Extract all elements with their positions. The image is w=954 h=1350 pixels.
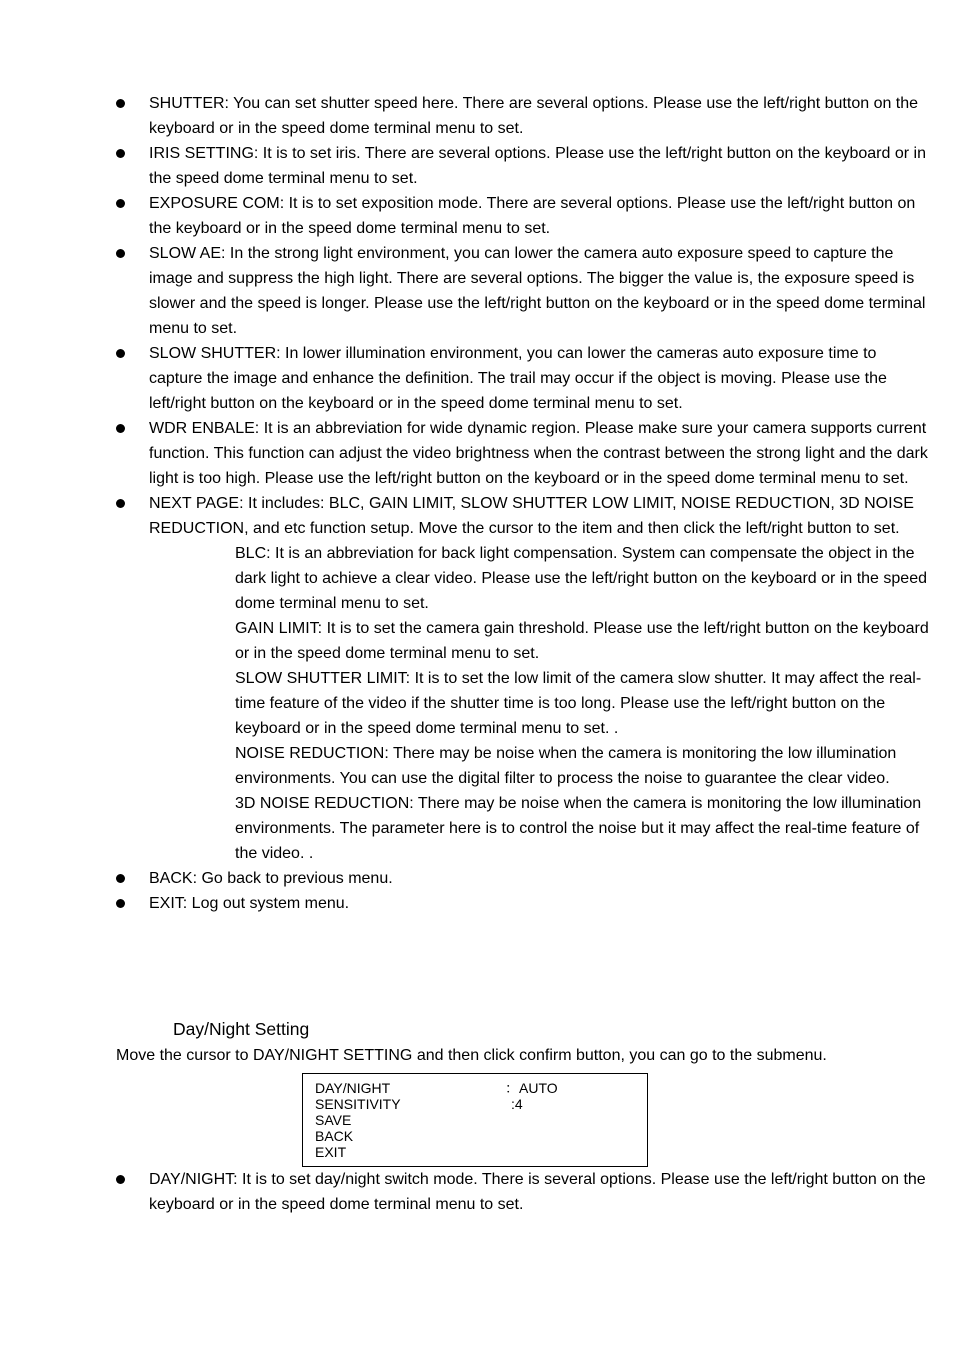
bullet-dot-icon <box>116 349 125 358</box>
list-item <box>0 416 954 491</box>
list-item <box>0 191 954 241</box>
bullet-text-day-night: DAY/NIGHT: It is to set day/night switch mode. There is several options. Please use the left/right button on the keyboard or in the speed dome terminal menu to set. <box>149 1171 926 1213</box>
list-item <box>0 491 954 541</box>
sub-item-3d-noise-reduction: 3D NOISE REDUCTION: There may be noise when the camera is monitoring the low illumination environments. The parameter here is to control the noise but it may affect the real-time feature of the video. . <box>235 795 922 862</box>
bullet-text-slow-shutter: SLOW SHUTTER: In lower illumination environment, you can lower the cameras auto exposure time to capture the image and enhance the definition. The trail may occur if the object is moving. Please use the left/right button on the keyboard or in the speed dome terminal menu to set. <box>149 345 887 412</box>
bottom-bullet-list <box>0 1167 954 1217</box>
day-night-menu-box <box>302 1073 648 1167</box>
list-item <box>0 241 954 341</box>
bullet-text-next-page: NEXT PAGE: It includes: BLC, GAIN LIMIT, SLOW SHUTTER LOW LIMIT, NOISE REDUCTION, 3D NOISE REDUCTION, and etc function setup. Move the cursor to the item and then click the left/right button to set. <box>149 495 914 537</box>
sub-item-slow-shutter-limit: SLOW SHUTTER LIMIT: It is to set the low limit of the camera slow shutter. It may affect the real-time feature of the video if the shutter time is too long. Please use the left/right button on the keyboard or in the speed dome terminal menu to set. . <box>235 670 922 737</box>
bullet-dot-icon <box>116 424 125 433</box>
menu-label: BACK <box>315 1128 354 1144</box>
list-item <box>0 91 954 141</box>
menu-label: SAVE <box>315 1112 352 1128</box>
list-item <box>0 891 954 916</box>
bullet-text-exit: EXIT: Log out system menu. <box>149 895 350 912</box>
menu-value: :4 <box>511 1096 523 1112</box>
bullet-dot-icon <box>116 499 125 508</box>
bullet-text-shutter: SHUTTER: You can set shutter speed here. There are several options. Please use the left/right button on the keyboard or in the speed dome terminal menu to set. <box>149 95 919 137</box>
menu-label: SENSITIVITY <box>315 1096 401 1112</box>
sub-item-blc: BLC: It is an abbreviation for back light compensation. System can compensate the object in the dark light to achieve a clear video. Please use the left/right button on the keyboard or in the speed dome terminal menu to set. <box>235 545 927 612</box>
sub-item-noise-reduction: NOISE REDUCTION: There may be noise when the camera is monitoring the low illumination environments. You can use the digital filter to process the noise to guarantee the clear video. <box>235 745 897 787</box>
bullet-text-exposure: EXPOSURE COM: It is to set exposition mode. There are several options. Please use the left/right button on the keyboard or in the speed dome terminal menu to set. <box>149 195 916 237</box>
bullet-dot-icon <box>116 149 125 158</box>
bullet-dot-icon <box>116 1175 125 1184</box>
bullet-dot-icon <box>116 874 125 883</box>
menu-value: ：AUTO <box>505 1080 558 1096</box>
menu-label: DAY/NIGHT <box>315 1080 391 1096</box>
bullet-list <box>0 91 954 916</box>
bullet-text-slow-ae: SLOW AE: In the strong light environment, you can lower the camera auto exposure speed to capture the image and suppress the high light. There are several options. The bigger the value is, the exposure speed is slower and the speed is longer. Please use the left/right button on the keyboard or in the speed dome terminal menu to set. <box>149 245 926 337</box>
list-item <box>0 341 954 416</box>
bullet-text-back: BACK: Go back to previous menu. <box>149 870 393 887</box>
bullet-text-wdr: WDR ENBALE: It is an abbreviation for wide dynamic region. Please make sure your camera supports current function. This function can adjust the video brightness when the contrast between the strong light and the dark light is too high. Please use the left/right button on the keyboard or in the speed dome terminal menu to set. <box>149 420 928 487</box>
intro-paragraph: Move the cursor to DAY/NIGHT SETTING and then click confirm button, you can go to the submenu. <box>116 1047 827 1064</box>
list-item <box>0 1167 954 1217</box>
bullet-text-iris: IRIS SETTING: It is to set iris. There are several options. Please use the left/right button on the keyboard or in the speed dome terminal menu to set. <box>149 145 926 187</box>
bullet-dot-icon <box>116 199 125 208</box>
list-item <box>0 866 954 891</box>
bullet-dot-icon <box>116 249 125 258</box>
menu-label: EXIT <box>315 1144 347 1160</box>
list-item <box>0 141 954 191</box>
section-title: Day/Night Setting <box>173 1019 310 1039</box>
bullet-dot-icon <box>116 899 125 908</box>
sub-item-gain-limit: GAIN LIMIT: It is to set the camera gain threshold. Please use the left/right button on the keyboard or in the speed dome terminal menu to set. <box>235 620 929 662</box>
bullet-dot-icon <box>116 99 125 108</box>
